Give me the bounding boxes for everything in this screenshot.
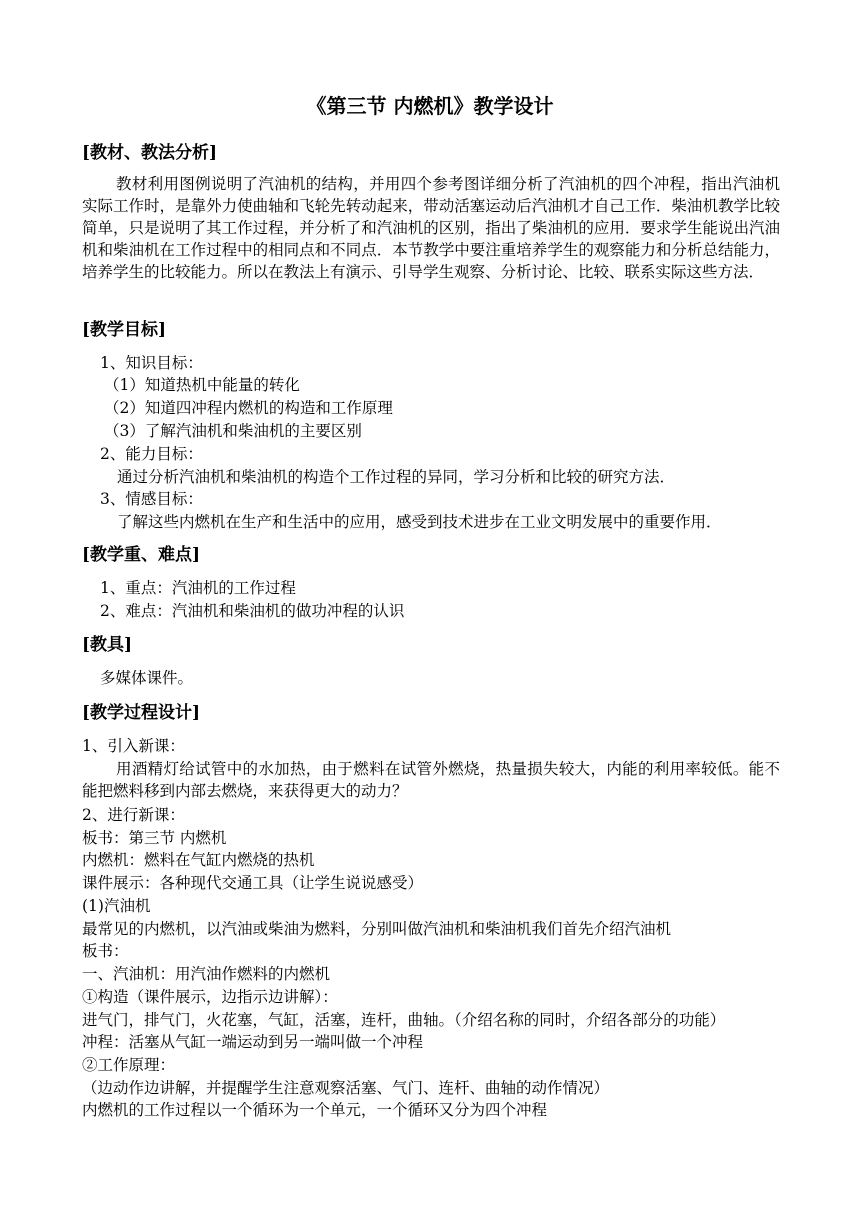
analysis-paragraph: 教材利用图例说明了汽油机的结构，并用四个参考图详细分析了汽油机的四个冲程，指出汽油机实际工作时，是靠外力使曲轴和飞轮先转动起来，带动活塞运动后汽油机才自己工作．柴油机教学比较简单，只是说明了其工作过程，并分析了和汽油机的区别，指出了柴油机的应用．要求学生能说出汽油机和柴油机在工作过程中的相同点和不同点．本节教学中要注重培养学生的观察能力和分析总结能力，培养学生的比较能力。所以在教法上有演示、引导学生观察、分析讨论、比较、联系实际这些方法． [82, 175, 780, 281]
process-line: 2、进行新课： [82, 806, 185, 824]
heading-analysis: [教材、教法分析] [82, 143, 218, 163]
process-line: 内燃机的工作过程以一个循环为一个单元，一个循环又分为四个冲程 [82, 1101, 548, 1119]
heading-process: [教学过程设计] [82, 703, 201, 723]
process-line: 1、引入新课： [82, 737, 185, 755]
goal-line: 3、情感目标： [100, 490, 203, 508]
tools-line: 多媒体课件。 [100, 669, 194, 687]
process-line: (1)汽油机 [82, 897, 151, 915]
process-line: 板书：第三节 内燃机 [82, 829, 227, 847]
process-line: 进气门，排气门，火花塞，气缸，活塞，连杆，曲轴。（介绍名称的同时，介绍各部分的功能） [82, 1011, 726, 1029]
process-line: ①构造（课件展示，边指示边讲解）： [82, 988, 338, 1006]
process-line: 一、汽油机：用汽油作燃料的内燃机 [82, 965, 331, 983]
process-line: ②工作原理： [82, 1056, 176, 1074]
heading-key-points: [教学重、难点] [82, 545, 201, 565]
heading-tools: [教具] [82, 635, 133, 655]
key-point-line: 2、难点：汽油机和柴油机的做功冲程的认识 [100, 602, 405, 620]
goal-line: （2）知道四冲程内燃机的构造和工作原理 [104, 399, 393, 417]
goal-line: 通过分析汽油机和柴油机的构造个工作过程的异同，学习分析和比较的研究方法． [117, 468, 676, 486]
key-point-line: 1、重点：汽油机的工作过程 [100, 579, 296, 597]
process-line: 内燃机：燃料在气缸内燃烧的热机 [82, 851, 315, 869]
process-line: 冲程：活塞从气缸一端运动到另一端叫做一个冲程 [82, 1033, 424, 1051]
goal-line: （3）了解汽油机和柴油机的主要区别 [104, 422, 362, 440]
goal-line: 了解这些内燃机在生产和生活中的应用，感受到技术进步在工业文明发展中的重要作用． [117, 513, 722, 531]
goal-line: （1）知道热机中能量的转化 [104, 376, 300, 394]
heading-goals: [教学目标] [82, 320, 167, 340]
process-line: 最常见的内燃机，以汽油或柴油为燃料，分别叫做汽油机和柴油机我们首先介绍汽油机 [82, 920, 672, 938]
goal-line: 2、能力目标： [100, 445, 203, 463]
process-line: （边动作边讲解，并提醒学生注意观察活塞、气门、连杆、曲轴的动作情况） [82, 1079, 610, 1097]
goal-line: 1、知识目标： [100, 354, 203, 372]
intro-paragraph: 用酒精灯给试管中的水加热，由于燃料在试管外燃烧，热量损失较大，内能的利用率较低。能不能把燃料移到内部去燃烧，来获得更大的动力？ [82, 760, 780, 800]
document-title: 《第三节 内燃机》教学设计 [306, 94, 554, 118]
process-line: 课件展示：各种现代交通工具（让学生说说感受） [82, 874, 424, 892]
process-line: 板书： [82, 942, 129, 960]
